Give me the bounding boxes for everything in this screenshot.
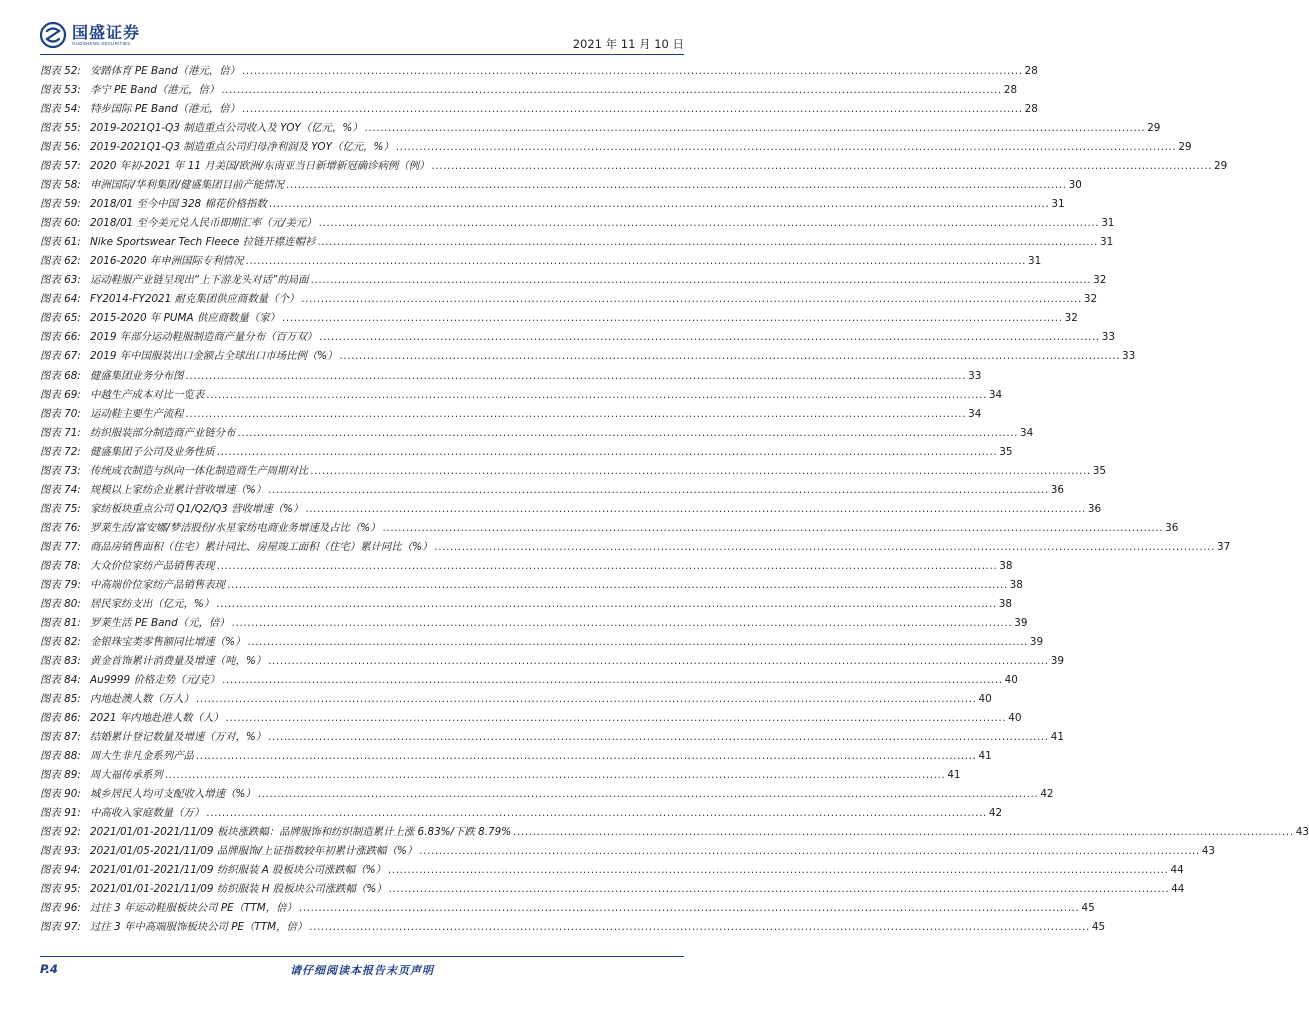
toc-leader-dots: ........................................................................................................................................................................................................ [318,217,1100,230]
toc-entry[interactable] [40,785,1054,804]
toc-figure-label: 图表 84: [40,674,81,686]
toc-entry[interactable] [40,309,1078,328]
toc-figure-title: 2021/01/01-2021/11/09 纺织服装 A 股板块公司涨跌幅（%） [90,864,386,877]
toc-leader-dots: ........................................................................................................................................................................................................ [227,578,1008,591]
toc-page-number: 36 [1087,502,1102,515]
toc-figure-title: 中高端价位家纺产品销售表现 [90,578,226,591]
toc-figure-title: 规模以上家纺企业累计营收增速（%） [90,483,267,496]
toc-figure-label: 图表 69: [40,388,81,401]
toc-entry[interactable] [40,538,1231,557]
toc-entry[interactable] [40,347,1136,366]
toc-leader-dots: ........................................................................................................................................................................................................ [268,198,1050,211]
toc-entry[interactable] [40,195,1065,214]
toc-entry[interactable] [40,271,1107,290]
toc-entry[interactable] [40,214,1115,233]
toc-entry[interactable] [40,81,1018,100]
toc-figure-label: 图表 92: [40,826,81,839]
toc-page-number: 35 [999,445,1013,458]
toc-figure-label: 图表 70: [40,407,81,420]
toc-figure-title: 2021/01/01-2021/11/09 纺织服装 H 股板块公司涨跌幅（%） [90,883,387,896]
toc-figure-title: 城乡居民人均可支配收入增速（%） [90,788,256,801]
toc-figure-label: 图表 82: [40,635,81,648]
toc-figure-label: 图表 65: [40,312,81,325]
toc-entry[interactable] [40,652,1064,671]
toc-page-number: 29 [1147,122,1161,135]
toc-figure-label: 图表 97: [40,921,81,934]
toc-figure-label: 图表 74: [40,483,81,496]
toc-page-number: 33 [1101,331,1115,344]
toc-figure-title: 运动鞋服产业链呈现出“上下游龙头对话”的局面 [90,274,309,287]
toc-figure-label: 图表 89: [40,769,81,782]
toc-figure-title: 周大生非凡金系列产品 [90,750,194,763]
toc-entry[interactable] [40,367,982,386]
toc-entry[interactable] [40,918,1106,937]
toc-figure-label: 图表 58: [40,179,81,192]
toc-leader-dots: ........................................................................................................................................................................................................ [242,103,1023,116]
toc-figure-label: 图表 64: [40,293,81,306]
toc-entry[interactable] [40,386,1003,405]
toc-entry[interactable] [40,709,1022,728]
toc-entry[interactable] [40,481,1064,500]
toc-page-number: 28 [1003,84,1018,97]
toc-leader-dots: ........................................................................................................................................................................................................ [245,255,1027,268]
toc-page-number: 29 [1214,160,1228,173]
toc-page-number: 31 [1051,198,1065,211]
toc-figure-title: 李宁 PE Band（港元，倍） [90,84,220,97]
toc-page-number: 33 [1122,350,1136,363]
toc-page-number: 28 [1024,103,1038,116]
toc-figure-label: 图表 57: [40,160,81,173]
toc-entry[interactable] [40,861,1184,880]
toc-entry[interactable] [40,176,1082,195]
toc-entry[interactable] [40,252,1042,271]
toc-figure-title: FY2014-FY2021 耐克集团供应商数量（个） [90,293,300,306]
toc-figure-label: 图表 87: [40,731,81,744]
toc-page-number: 41 [1050,731,1064,744]
toc-page-number: 39 [1029,635,1044,648]
toc-figure-title: 2015-2020 年 PUMA 供应商数量（家） [90,312,281,325]
toc-page-number: 45 [1081,902,1095,915]
toc-page-number: 39 [1050,654,1064,667]
toc-figure-label: 图表 53: [40,84,81,97]
toc-figure-title: 2018/01 至今美元兑人民币即期汇率（元/美元） [90,217,317,230]
toc-figure-title: 2019-2021Q1-Q3 制造重点公司归母净利润及 YOY（亿元，%） [90,141,394,154]
toc-page-number: 40 [978,693,992,706]
toc-leader-dots: ........................................................................................................................................................................................................ [242,65,1023,77]
toc-page-number: 31 [1028,255,1042,268]
toc-figure-label: 图表 83: [40,654,81,667]
toc-leader-dots: ........................................................................................................................................................................................................ [268,731,1049,744]
toc-page-number: 42 [1040,788,1054,801]
toc-figure-label: 图表 75: [40,502,81,515]
logo-name: 国盛证券 [72,22,141,42]
toc-page-number: 30 [1068,179,1082,192]
toc-figure-label: 图表 67: [40,350,81,363]
table-of-figures [40,62,1309,937]
toc-figure-title: 运动鞋主要生产流程 [90,407,184,420]
toc-entry[interactable] [40,842,1216,861]
toc-figure-title: 2016-2020 年申洲国际专利情况 [90,255,244,268]
toc-leader-dots: ........................................................................................................................................................................................................ [206,388,987,401]
toc-figure-title: 内地赴澳人数（万人） [90,693,194,706]
toc-entry[interactable] [40,405,982,424]
toc-figure-label: 图表 79: [40,578,81,591]
toc-entry[interactable] [40,138,1192,157]
toc-leader-dots: ........................................................................................................................................................................................................ [237,426,1019,439]
toc-entry[interactable] [40,728,1064,747]
page-header [0,0,724,58]
toc-page-number: 32 [1093,274,1107,287]
toc-leader-dots: ........................................................................................................................................................................................................ [434,540,1215,553]
toc-leader-dots: ........................................................................................................................................................................................................ [305,502,1086,515]
toc-leader-dots: ........................................................................................................................................................................................................ [364,122,1146,135]
toc-figure-label: 图表 93: [40,845,81,858]
toc-figure-label: 图表 61: [40,236,81,249]
toc-page-number: 31 [1099,236,1114,249]
toc-figure-title: 周大福传承系列 [90,769,163,782]
toc-figure-title: 2019 年中国服装出口金额占全球出口市场比例（%） [90,350,338,363]
toc-entry[interactable] [40,519,1179,538]
toc-entry[interactable] [40,766,961,785]
toc-page-number: 37 [1216,540,1231,553]
toc-figure-title: 居民家纺支出（亿元，%） [90,597,215,610]
toc-figure-label: 图表 56: [40,141,81,154]
toc-leader-dots: ........................................................................................................................................................................................................ [317,236,1098,249]
toc-page-number: 38 [998,597,1012,610]
toc-leader-dots: ........................................................................................................................................................................................................ [310,274,1092,287]
toc-figure-label: 图表 72: [40,445,81,458]
toc-entry[interactable] [40,233,1114,252]
toc-page-number: 44 [1170,864,1184,877]
toc-figure-title: 2018/01 至今中国 328 棉花价格指数 [90,198,267,211]
toc-figure-label: 图表 66: [40,331,81,344]
toc-figure-title: 中高收入家庭数量（万） [90,807,205,820]
toc-figure-title: 申洲国际/华利集团/健盛集团目前产能情况 [90,179,285,192]
toc-leader-dots: ........................................................................................................................................................................................................ [231,616,1013,629]
toc-figure-title: 过往 3 年中高端服饰板块公司 PE（TTM，倍） [90,921,308,934]
toc-page-number: 36 [1050,483,1064,496]
toc-leader-dots: ........................................................................................................................................................................................................ [286,179,1067,192]
toc-figure-label: 图表 80: [40,597,81,610]
toc-figure-label: 图表 52: [40,65,81,77]
toc-figure-label: 图表 55: [40,122,81,135]
toc-leader-dots: ........................................................................................................................................................................................................ [216,559,998,572]
toc-entry[interactable] [40,747,992,766]
toc-figure-label: 图表 76: [40,521,81,534]
toc-leader-dots: ........................................................................................................................................................................................................ [388,883,1170,896]
toc-entry[interactable] [40,576,1023,595]
toc-entry[interactable] [40,100,1038,119]
toc-figure-label: 图表 77: [40,540,81,553]
toc-entry[interactable] [40,290,1098,309]
toc-entry[interactable] [40,823,1309,842]
toc-leader-dots: ........................................................................................................................................................................................................ [382,521,1164,534]
toc-figure-label: 图表 88: [40,750,81,763]
toc-figure-title: 结婚累计登记数量及增速（万对，%） [90,731,267,744]
toc-entry[interactable] [40,804,1003,823]
toc-entry[interactable] [40,328,1115,347]
toc-leader-dots: ........................................................................................................................................................................................................ [301,293,1082,306]
toc-figure-label: 图表 63: [40,274,81,287]
toc-figure-title: 黄金首饰累计消费量及增速（吨，%） [90,654,267,667]
toc-figure-title: 2019-2021Q1-Q3 制造重点公司收入及 YOY（亿元，%） [90,122,363,135]
toc-page-number: 42 [988,807,1003,820]
toc-figure-title: 特步国际 PE Band（港元，倍） [90,103,241,116]
toc-figure-title: 家纺板块重点公司 Q1/Q2/Q3 营收增速（%） [90,502,304,515]
toc-entry[interactable] [40,595,1012,614]
toc-figure-label: 图表 94: [40,864,81,877]
toc-leader-dots: ........................................................................................................................................................................................................ [419,845,1200,858]
toc-page-number: 43 [1295,826,1309,839]
toc-page-number: 28 [1024,65,1038,77]
toc-leader-dots: ........................................................................................................................................................................................................ [310,464,1091,477]
toc-figure-title: 健盛集团业务分布图 [90,369,184,382]
toc-page-number: 38 [1009,578,1023,591]
toc-entry[interactable] [40,899,1095,918]
toc-leader-dots: ........................................................................................................................................................................................................ [309,921,1090,934]
logo-english-name: GUOSHENG SECURITIES [72,40,131,46]
toc-leader-dots: ........................................................................................................................................................................................................ [282,312,1063,325]
toc-page-number: 39 [1014,616,1028,629]
toc-leader-dots: ........................................................................................................................................................................................................ [206,807,987,820]
toc-page-number: 45 [1091,921,1106,934]
toc-figure-title: 罗莱生活 PE Band（元，倍） [90,616,230,629]
toc-page-number: 34 [1020,426,1034,439]
toc-entry[interactable] [40,500,1102,519]
toc-figure-title: 中越生产成本对比一览表 [90,388,205,401]
toc-figure-title: 2021/01/05-2021/11/09 品牌服饰/上证指数较年初累计涨跌幅（%） [90,845,418,858]
toc-page-number: 41 [978,750,992,763]
toc-entry[interactable] [40,690,992,709]
toc-entry[interactable] [40,157,1228,176]
toc-leader-dots: ........................................................................................................................................................................................................ [257,788,1039,801]
toc-figure-title: 纺织服装部分制造商产业链分布 [90,426,236,439]
toc-leader-dots: ........................................................................................................................................................................................................ [513,826,1294,839]
toc-figure-title: Nike Sportswear Tech Fleece 拉链开襟连帽衫 [90,236,316,249]
toc-page-number: 32 [1064,312,1078,325]
disclaimer-note: 请仔细阅读本报告末页声明 [290,964,434,977]
toc-leader-dots: ........................................................................................................................................................................................................ [195,693,977,706]
toc-page-number: 31 [1101,217,1115,230]
toc-figure-title: 2021 年内地赴港人数（人） [90,712,224,725]
toc-leader-dots: ........................................................................................................................................................................................................ [298,902,1080,915]
toc-leader-dots: ........................................................................................................................................................................................................ [216,445,998,458]
toc-entry[interactable] [40,62,1038,81]
company-logo [40,22,140,48]
toc-leader-dots: ........................................................................................................................................................................................................ [221,84,1002,97]
toc-entry[interactable] [40,462,1107,481]
toc-page-number: 43 [1201,845,1216,858]
toc-entry[interactable] [40,557,1013,576]
toc-page-number: 40 [1004,674,1018,686]
toc-page-number: 44 [1171,883,1185,896]
toc-entry[interactable] [40,633,1044,652]
report-date: 2021 年 11 月 10 日 [572,37,684,51]
toc-leader-dots: ........................................................................................................................................................................................................ [225,712,1007,725]
toc-leader-dots: ........................................................................................................................................................................................................ [216,597,997,610]
toc-figure-label: 图表 73: [40,464,81,477]
toc-entry[interactable] [40,443,1013,462]
toc-entry[interactable] [40,424,1034,443]
toc-page-number: 41 [947,769,961,782]
toc-figure-label: 图表 86: [40,712,81,725]
toc-page-number: 34 [968,407,982,420]
toc-figure-label: 图表 68: [40,369,81,382]
toc-leader-dots: ........................................................................................................................................................................................................ [268,483,1049,496]
toc-figure-title: 商品房销售面积（住宅）累计同比、房屋竣工面积（住宅）累计同比（%） [90,540,433,553]
toc-figure-label: 图表 60: [40,217,81,230]
toc-page-number: 36 [1165,521,1179,534]
toc-figure-label: 图表 81: [40,616,81,629]
page-number: P.4 [40,962,58,976]
toc-entry[interactable] [40,614,1028,633]
toc-page-number: 38 [999,559,1013,572]
toc-figure-label: 图表 85: [40,693,81,706]
toc-leader-dots: ........................................................................................................................................................................................................ [387,864,1169,877]
toc-figure-title: 2021/01/01-2021/11/09 板块涨跌幅：品牌服饰和纺织制造累计上涨 6.83%/下跌 8.79% [90,826,512,839]
toc-figure-title: 过往 3 年运动鞋服板块公司 PE（TTM，倍） [90,902,297,915]
toc-leader-dots: ........................................................................................................................................................................................................ [185,407,967,420]
toc-figure-title: 2019 年部分运动鞋服制造商产量分布（百万双） [90,331,318,344]
footer-divider [40,956,684,957]
toc-page-number: 40 [1008,712,1022,725]
toc-leader-dots: ........................................................................................................................................................................................................ [164,769,946,782]
toc-figure-label: 图表 71: [40,426,81,439]
toc-figure-title: 大众价位家纺产品销售表现 [90,559,215,572]
toc-figure-title: 安踏体育 PE Band（港元，倍） [90,65,241,77]
toc-figure-label: 图表 90: [40,788,81,801]
toc-leader-dots: ........................................................................................................................................................................................................ [195,750,977,763]
toc-figure-title: 健盛集团子公司及业务性质 [90,445,215,458]
toc-figure-title: 罗莱生活/富安娜/梦洁股份/水星家纺电商业务增速及占比（%） [90,521,381,534]
toc-figure-label: 图表 54: [40,103,81,116]
toc-leader-dots: ........................................................................................................................................................................................................ [339,350,1121,363]
toc-page-number: 34 [988,388,1003,401]
toc-figure-title: 2020 年初-2021 年 11 月美国/欧洲/东南亚当日新增新冠确诊病例（例） [90,160,430,173]
header-divider [40,54,684,55]
toc-entry[interactable] [40,880,1185,899]
toc-page-number: 29 [1178,141,1192,154]
toc-leader-dots: ........................................................................................................................................................................................................ [395,141,1177,154]
toc-entry[interactable] [40,671,1018,690]
toc-figure-label: 图表 62: [40,255,81,268]
toc-figure-title: 传统成衣制造与纵向一体化制造商生产周期对比 [90,464,309,477]
toc-figure-label: 图表 91: [40,807,81,820]
toc-figure-label: 图表 96: [40,902,81,915]
toc-leader-dots: ........................................................................................................................................................................................................ [319,331,1100,344]
guosheng-logo-icon [40,22,66,48]
toc-figure-label: 图表 59: [40,198,81,211]
toc-leader-dots: ........................................................................................................................................................................................................ [247,635,1028,648]
toc-leader-dots: ........................................................................................................................................................................................................ [431,160,1213,173]
toc-leader-dots: ........................................................................................................................................................................................................ [185,369,967,382]
toc-figure-label: 图表 78: [40,559,81,572]
toc-figure-title: Au9999 价格走势（元/克） [90,674,221,686]
toc-figure-label: 图表 95: [40,883,81,896]
toc-page-number: 32 [1083,293,1098,306]
toc-leader-dots: ........................................................................................................................................................................................................ [268,654,1049,667]
toc-figure-title: 金银珠宝类零售额同比增速（%） [90,635,246,648]
toc-page-number: 33 [968,369,982,382]
toc-entry[interactable] [40,119,1161,138]
toc-page-number: 35 [1092,464,1107,477]
toc-leader-dots: ........................................................................................................................................................................................................ [222,674,1003,686]
